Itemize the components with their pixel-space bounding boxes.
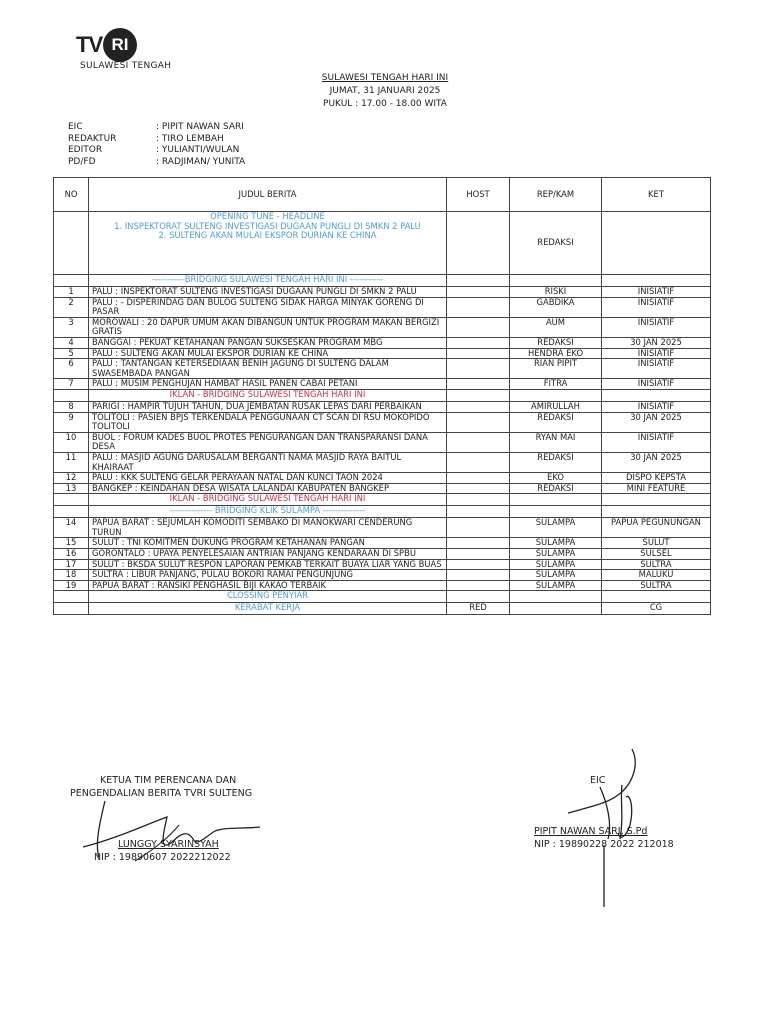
row-number: 4: [54, 337, 89, 348]
row-ket: INISIATIF: [602, 432, 711, 452]
row-rep: REDAKSI: [510, 337, 602, 348]
row-host: [447, 473, 510, 484]
row-rep: SULAMPA: [510, 580, 602, 591]
iklan-label: IKLAN - BRIDGING SULAWESI TENGAH HARI INI: [89, 494, 447, 506]
row-rep: FITRA: [510, 379, 602, 390]
row-number: 5: [54, 348, 89, 359]
row-host: [447, 317, 510, 337]
headline-1: 1. INSPEKTORAT SULTENG INVESTIGASI DUGAAN PUNGLI DI SMKN 2 PALU: [114, 220, 421, 231]
row-ket: INISIATIF: [602, 401, 711, 412]
row-host: [447, 580, 510, 591]
eic-label: EIC: [590, 775, 606, 786]
row-rep: REDAKSI: [510, 483, 602, 494]
kerabat-host: RED: [447, 603, 510, 615]
row-number: 7: [54, 379, 89, 390]
row-rep: AUM: [510, 317, 602, 337]
opening-rep: REDAKSI: [510, 212, 602, 275]
row-host: [447, 559, 510, 570]
row-title: SULUT : TNI KOMITMEN DUKUNG PROGRAM KETAHANAN PANGAN: [89, 538, 447, 549]
kerabat-row: [54, 603, 711, 615]
row-title: PALU : MUSIM PENGHUJAN HAMBAT HASIL PANEN CABAI PETANI: [89, 379, 447, 390]
row-number: 18: [54, 570, 89, 581]
header-judul: JUDUL BERITA: [89, 178, 447, 212]
row-host: [447, 483, 510, 494]
section-row: [54, 506, 711, 518]
staff-role: PD/FD: [68, 156, 96, 167]
bridging-label: -----------BRIDGING SULAWESI TENGAH HARI INI -----------: [89, 275, 447, 287]
staff-name: : TIRO LEMBAH: [156, 133, 224, 144]
logo-ri-circle: RI: [103, 28, 137, 62]
row-number: 1: [54, 287, 89, 298]
row-host: [447, 401, 510, 412]
staff-list: [68, 122, 245, 168]
row-number: 15: [54, 538, 89, 549]
program-title: SULAWESI TENGAH HARI INI: [321, 73, 449, 83]
row-rep: SULAMPA: [510, 570, 602, 581]
row-rep: RYAN MAI: [510, 432, 602, 452]
row-rep: REDAKSI: [510, 412, 602, 432]
row-number: 10: [54, 432, 89, 452]
row-title: PALU : MASJID AGUNG DARUSALAM BERGANTI NAMA MASJID RAYA BAITUL KHAIRAAT: [89, 452, 447, 472]
row-ket: SULSEL: [602, 549, 711, 560]
table-row: [54, 559, 711, 570]
signer-nip: NIP : 19890607 2022212022: [94, 852, 231, 863]
table-row: [54, 401, 711, 412]
row-number: 11: [54, 452, 89, 472]
row-title: MOROWALI : 20 DAPUR UMUM AKAN DIBANGUN UNTUK PROGRAM MAKAN BERGIZI GRATIS: [89, 317, 447, 337]
row-rep: GABDIKA: [510, 297, 602, 317]
row-number: 8: [54, 401, 89, 412]
row-rep: RISKI: [510, 287, 602, 298]
section-row: [54, 275, 711, 287]
row-host: [447, 538, 510, 549]
row-rep: SULAMPA: [510, 559, 602, 570]
table-row: [54, 538, 711, 549]
row-rep: SULAMPA: [510, 538, 602, 549]
row-ket: SULTRA: [602, 580, 711, 591]
row-rep: SULAMPA: [510, 518, 602, 538]
row-title: BUOL : FORUM KADES BUOL PROTES PENGURANGAN DAN TRANSPARANSI DANA DESA: [89, 432, 447, 452]
row-number: 19: [54, 580, 89, 591]
headline-2: 2. SULTENG AKAN MULAI EKSPOR DURIAN KE CHINA: [158, 230, 377, 241]
row-host: [447, 297, 510, 317]
row-ket: PAPUA PEGUNUNGAN: [602, 518, 711, 538]
table-row: [54, 412, 711, 432]
handwritten-signature-left: [75, 795, 265, 875]
table-row: [54, 549, 711, 560]
row-ket: SULTRA: [602, 559, 711, 570]
handwritten-signature-right: [560, 745, 670, 910]
table-row: [54, 580, 711, 591]
table-row: [54, 473, 711, 484]
row-ket: 30 JAN 2025: [602, 337, 711, 348]
signer-name: LUNGGY SYARINSYAH: [118, 839, 219, 850]
broadcast-time: PUKUL : 17.00 - 18.00 WITA: [323, 99, 447, 109]
row-title: BANGGAI : PEKUAT KETAHANAN PANGAN SUKSESKAN PROGRAM MBG: [89, 337, 447, 348]
row-number: 6: [54, 359, 89, 379]
table-row: [54, 432, 711, 452]
table-row: [54, 337, 711, 348]
table-row: [54, 317, 711, 337]
row-number: 16: [54, 549, 89, 560]
row-title: PALU : KKK SULTENG GELAR PERAYAAN NATAL DAN KUNCI TAON 2024: [89, 473, 447, 484]
row-ket: 30 JAN 2025: [602, 452, 711, 472]
header-host: HOST: [447, 178, 510, 212]
bridging-label: -------------- BRIDGING KLIK SULAMPA --------------: [89, 506, 447, 518]
opening-title: OPENING TUNE - HEADLINE: [210, 211, 325, 221]
header-ket: KET: [602, 178, 711, 212]
row-number: 17: [54, 559, 89, 570]
opening-headline: [89, 212, 447, 275]
row-ket: MALUKU: [602, 570, 711, 581]
signer-title-line2: PENGENDALIAN BERITA TVRI SULTENG: [70, 788, 253, 799]
row-rep: HENDRA EKO: [510, 348, 602, 359]
row-host: [447, 432, 510, 452]
row-number: 3: [54, 317, 89, 337]
row-title: PALU : INSPEKTORAT SULTENG INVESTIGASI DUGAAN PUNGLI DI SMKN 2 PALU: [89, 287, 447, 298]
row-ket: SULUT: [602, 538, 711, 549]
row-rep: SULAMPA: [510, 549, 602, 560]
table-row: [54, 570, 711, 581]
document-heading: [200, 72, 570, 111]
table-row: [54, 297, 711, 317]
row-ket: INISIATIF: [602, 317, 711, 337]
closing-label: CLOSSING PENYIAR: [89, 591, 447, 603]
section-row: [54, 389, 711, 401]
row-ket: MINI FEATURE: [602, 483, 711, 494]
broadcast-date: JUMAT, 31 JANUARI 2025: [329, 86, 441, 96]
row-rep: AMIRULLAH: [510, 401, 602, 412]
table-row: [54, 379, 711, 390]
staff-role: EDITOR: [68, 145, 103, 155]
staff-row: [68, 122, 245, 134]
logo-subtitle: SULAWESI TENGAH: [80, 61, 172, 71]
row-title: PALU : SULTENG AKAN MULAI EKSPOR DURIAN KE CHINA: [89, 348, 447, 359]
row-title: GORONTALO : UPAYA PENYELESAIAN ANTRIAN PANJANG KENDARAAN DI SPBU: [89, 549, 447, 560]
row-host: [447, 348, 510, 359]
eic-name: PIPIT NAWAN SARI, S.Pd: [534, 826, 648, 837]
iklan-label: IKLAN - BRIDGING SULAWESI TENGAH HARI INI: [89, 389, 447, 401]
section-row: [54, 494, 711, 506]
row-ket: INISIATIF: [602, 359, 711, 379]
table-row: [54, 452, 711, 472]
row-rep: EKO: [510, 473, 602, 484]
row-title: PALU : TANTANGAN KETERSEDIAAN BENIH JAGUNG DI SULTENG DALAM SWASEMBADA PANGAN: [89, 359, 447, 379]
row-host: [447, 359, 510, 379]
table-row: [54, 483, 711, 494]
table-header-row: [54, 178, 711, 212]
row-host: [447, 570, 510, 581]
staff-role: EIC: [68, 122, 83, 132]
opening-row: [54, 212, 711, 275]
row-number: 13: [54, 483, 89, 494]
row-number: 14: [54, 518, 89, 538]
row-host: [447, 379, 510, 390]
row-host: [447, 518, 510, 538]
kerabat-label: KERABAT KERJA: [89, 603, 447, 615]
logo-tv-text: TV: [76, 32, 103, 57]
eic-nip: NIP : 19890228 2022 212018: [534, 839, 674, 850]
staff-row: [68, 134, 245, 146]
row-rep: REDAKSI: [510, 452, 602, 472]
staff-name: : PIPIT NAWAN SARI: [156, 122, 244, 132]
row-title: PAPUA BARAT : RANSIKI PENGHASIL BIJI KAKAO TERBAIK: [89, 580, 447, 591]
row-title: TOLITOLI : PASIEN BPJS TERKENDALA PENGGUNAAN CT SCAN DI RSU MOKOPIDO TOLITOLI: [89, 412, 447, 432]
staff-name: : YULIANTI/WULAN: [156, 145, 240, 155]
row-host: [447, 287, 510, 298]
rundown-table: [53, 177, 711, 615]
row-number: 9: [54, 412, 89, 432]
signer-title-line1: KETUA TIM PERENCANA DAN: [100, 775, 237, 786]
row-ket: INISIATIF: [602, 379, 711, 390]
row-number: 2: [54, 297, 89, 317]
staff-role: REDAKTUR: [68, 133, 117, 144]
row-ket: DISPO KEPSTA: [602, 473, 711, 484]
row-ket: 30 JAN 2025: [602, 412, 711, 432]
row-host: [447, 549, 510, 560]
row-title: PALU : - DISPERINDAG DAN BULOG SULTENG SIDAK HARGA MINYAK GORENG DI PASAR: [89, 297, 447, 317]
staff-name: : RADJIMAN/ YUNITA: [156, 156, 246, 167]
row-title: PAPUA BARAT : SEJUMLAH KOMODITI SEMBAKO DI MANOKWARI CENDERUNG TURUN: [89, 518, 447, 538]
staff-row: [68, 157, 245, 169]
row-host: [447, 412, 510, 432]
table-row: [54, 359, 711, 379]
row-title: PARIGI : HAMPIR TUJUH TAHUN, DUA JEMBATAN RUSAK LEPAS DARI PERBAIKAN: [89, 401, 447, 412]
section-row: [54, 591, 711, 603]
staff-row: [68, 145, 245, 157]
row-rep: RIAN PIPIT: [510, 359, 602, 379]
table-row: [54, 348, 711, 359]
row-number: 12: [54, 473, 89, 484]
kerabat-ket: CG: [602, 603, 711, 615]
row-ket: INISIATIF: [602, 297, 711, 317]
table-row: [54, 518, 711, 538]
row-title: SULTRA : LIBUR PANJANG, PULAU BOKORI RAMAI PENGUNJUNG: [89, 570, 447, 581]
header-no: NO: [54, 178, 89, 212]
row-ket: INISIATIF: [602, 287, 711, 298]
row-host: [447, 337, 510, 348]
row-title: SULUT : BKSDA SULUT RESPON LAPORAN PEMKAB TERKAIT BUAYA LIAR YANG BUAS: [89, 559, 447, 570]
row-title: BANGKEP : KEINDAHAN DESA WISATA LALANDAI KABUPATEN BANGKEP: [89, 483, 447, 494]
row-ket: INISIATIF: [602, 348, 711, 359]
table-row: [54, 287, 711, 298]
row-host: [447, 452, 510, 472]
header-rep: REP/KAM: [510, 178, 602, 212]
